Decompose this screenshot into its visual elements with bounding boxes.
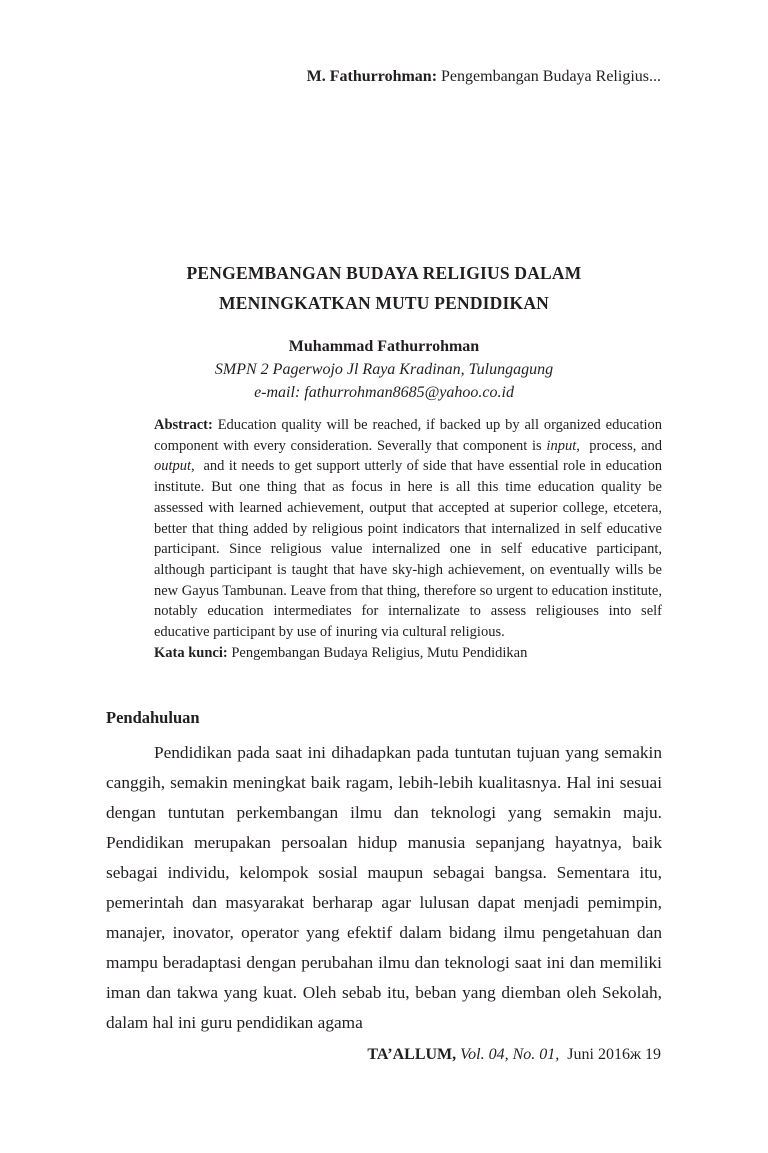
keywords-text: Pengembangan Budaya Religius, Mutu Pendidikan xyxy=(231,644,528,661)
author-affiliation: SMPN 2 Pagerwojo Jl Raya Kradinan, Tulungagung xyxy=(214,361,554,378)
paper-title-line-1: PENGEMBANGAN BUDAYA RELIGIUS DALAM xyxy=(186,263,582,283)
body-paragraph: Pendidikan pada saat ini dihadapkan pada tuntutan tujuan yang semakin canggih, semakin meningkat baik ragam, lebih-lebih kualitasnya. Hal ini sesuai dengan tuntutan perkembangan ilmu dan teknologi yang semakin maju. Pendidikan merupakan persoalan hidup manusia sepanjang hayatnya, baik sebagai individu, kelompok sosial maupun sebagai bangsa. Sementara itu, pemerintah dan masyarakat berharap agar lulusan dapat menjadi pemimpin, manajer, inovator, operator yang efektif dalam bidang ilmu pengetahuan dan mampu beradaptasi dengan perubahan ilmu dan teknologi saat ini dan memiliki iman dan takwa yang kuat. Oleh sebab itu, beban yang diemban oleh Sekolah, dalam hal ini guru pendidikan agama xyxy=(106,743,662,1032)
paper-title-line-2: MENINGKATKAN MUTU PENDIDIKAN xyxy=(219,293,549,313)
abstract-body xyxy=(154,415,662,643)
abstract-term-input: input, xyxy=(546,437,580,454)
author-name: Muhammad Fathurrohman xyxy=(288,338,480,355)
running-header xyxy=(100,66,661,88)
section-heading: Pendahuluan xyxy=(106,708,200,727)
page-footer xyxy=(100,1044,661,1066)
abstract-text-1: Education quality will be reached, if backed up by all organized education component with every consideration. Severally that component is xyxy=(154,417,663,454)
footer-volume: Vol. 04, No. 01, xyxy=(460,1046,560,1063)
footer-journal: TA’ALLUM, xyxy=(367,1046,457,1063)
running-header-title: Pengembangan Budaya Religius... xyxy=(441,68,661,85)
abstract-text-3: and it needs to get support utterly of side that have essential role in education institute. But one thing that as focus in here is all this time education quality be assessed with learned achievement, output that accepted at superior college, etcetera, better that thing added by religious point indicators that internalized in self educative participant. Since religious value internalized one in self educative participant, although participant is taught that have sky-high achievement, on eventually wills be new Gayus Tambunan. Leave from that thing, therefore so urgent to education institute, notably education intermediates for internalizate to assess religiouses into self educative participant by use of inuring via cultural religious. xyxy=(154,458,663,641)
abstract-text-2: process, and xyxy=(589,437,663,454)
author-block xyxy=(100,335,668,404)
abstract-label: Abstract: xyxy=(154,417,213,433)
keywords-label: Kata kunci: xyxy=(154,644,228,661)
keywords xyxy=(154,643,662,664)
footer-date-page: Juni 2016ж 19 xyxy=(567,1046,661,1063)
paper-title xyxy=(100,258,668,318)
running-header-author: M. Fathurrohman: xyxy=(306,68,438,85)
author-email: e-mail: fathurrohman8685@yahoo.co.id xyxy=(254,384,514,401)
abstract xyxy=(154,415,662,663)
abstract-term-output: output, xyxy=(154,458,195,475)
